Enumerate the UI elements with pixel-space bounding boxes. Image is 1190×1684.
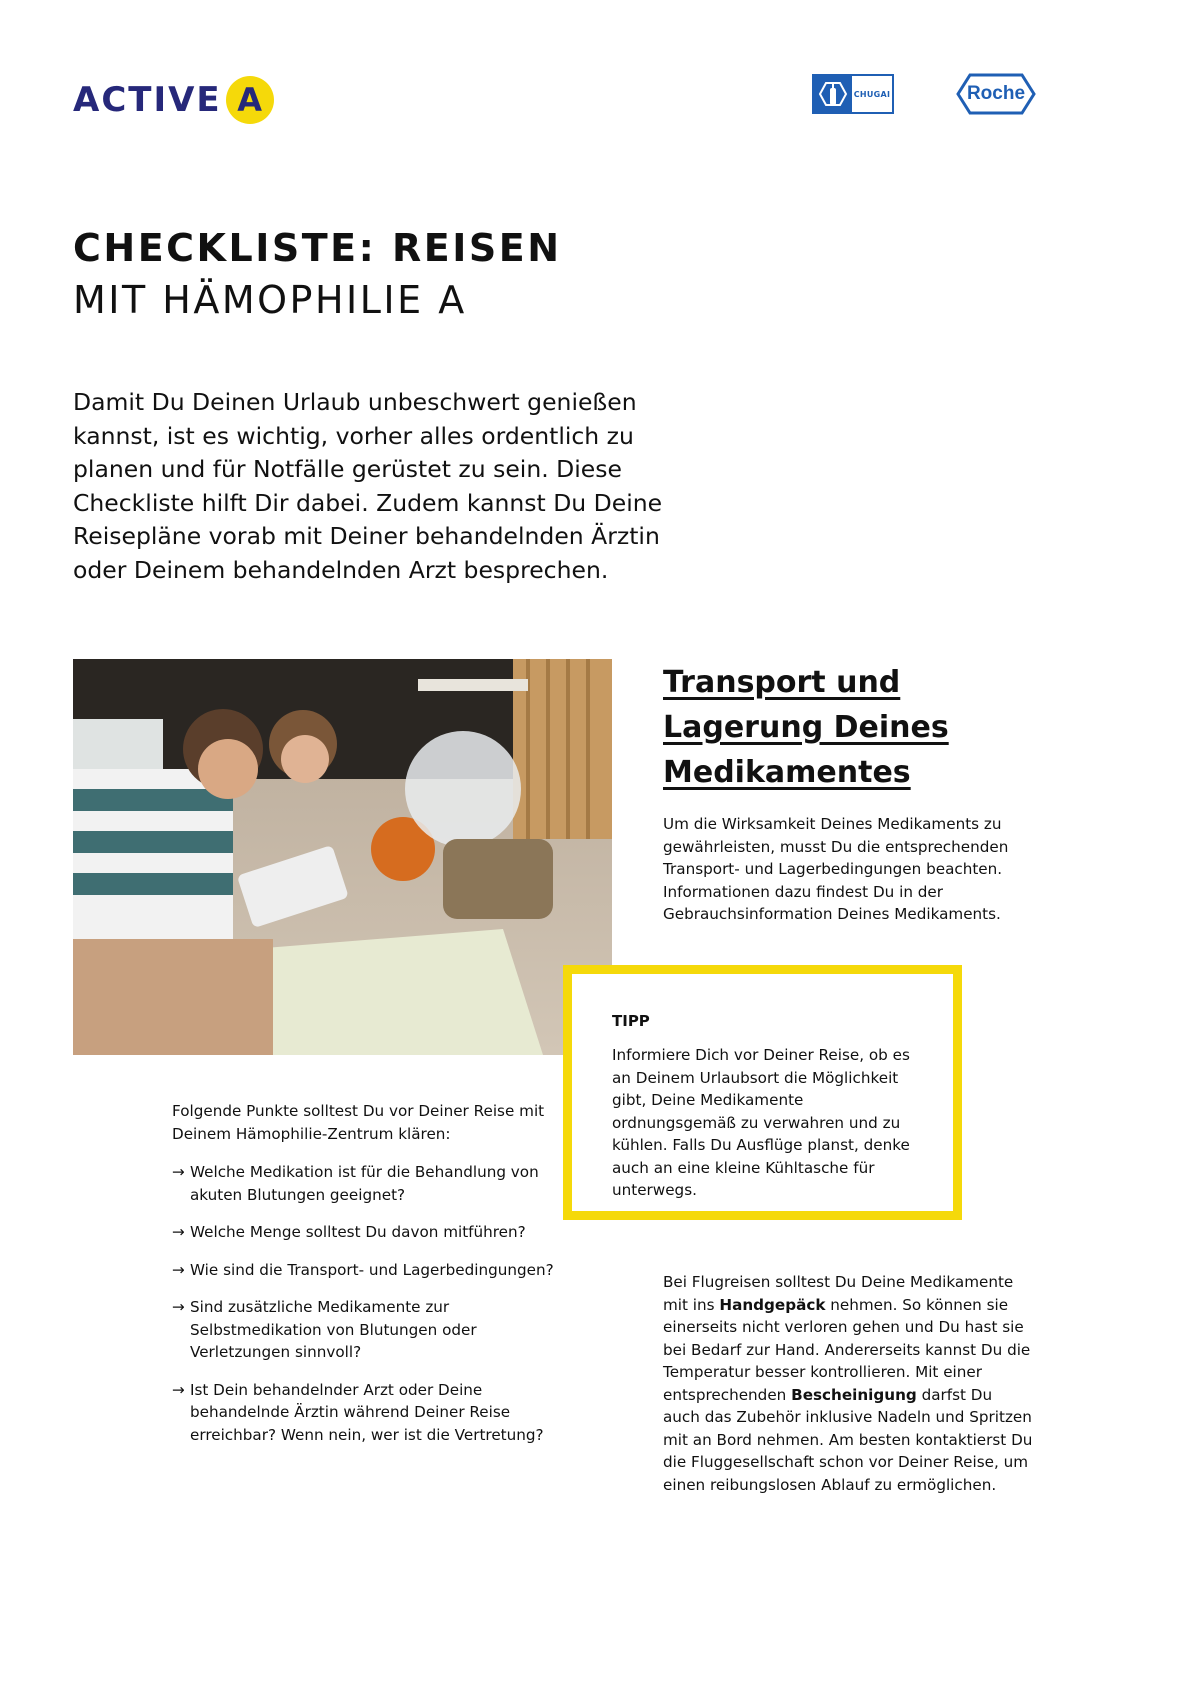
tip-box (563, 965, 962, 1220)
checklist-item-text: Wie sind die Transport- und Lagerbedingungen? (190, 1260, 554, 1279)
checklist-item-text: Welche Medikation ist für die Behandlung von akuten Blutungen geeignet? (190, 1163, 539, 1204)
checklist-item (172, 1259, 562, 1282)
roche-logo (956, 72, 1036, 116)
page-subtitle: MIT HÄMOPHILIE A (73, 278, 467, 322)
checklist-intro: Folgende Punkte solltest Du vor Deiner Reise mit Deinem Hämophilie-Zentrum klären: (172, 1102, 545, 1143)
flight-bold-bescheinigung: Bescheinigung (791, 1385, 917, 1404)
section-body: Um die Wirksamkeit Deines Medikaments zu gewährleisten, musst Du die entsprechenden Transport- und Lagerbedingungen beachten. Informationen dazu findest Du in der Gebrauchsinformation Deines Medikaments. (663, 815, 1009, 923)
travel-couple-photo (73, 659, 612, 1055)
arrow-right-icon: → (172, 1298, 185, 1316)
checklist-item (172, 1296, 562, 1364)
flight-bold-handgepaeck: Handgepäck (719, 1295, 826, 1314)
intro-paragraph: Damit Du Deinen Urlaub unbeschwert genießen kannst, ist es wichtig, vorher alles ordentlich zu planen und für Notfälle gerüstet zu sein. Diese Checkliste hilft Dir dabei. Zudem kannst Du Deine Reisepläne vorab mit Deiner behandelnden Ärztin oder Deinem behandelnden Arzt besprechen. (73, 388, 663, 584)
chugai-logo (812, 74, 894, 114)
flight-text-1: Bei Flugreisen solltest Du Deine Medikamente mit ins (663, 1273, 1014, 1314)
page-title: CHECKLISTE: REISEN (73, 226, 562, 270)
brand-name: ACTIVE (73, 80, 222, 120)
flight-text-2: nehmen. So können sie einerseits nicht verloren gehen und Du hast sie bei Bedarf zur Hand. Andererseits kannst Du die Temperatur besser kontrollieren. Mit einer entsprechenden (663, 1295, 1031, 1404)
arrow-right-icon: → (172, 1380, 185, 1399)
checklist-item-text: Ist Dein behandelnder Arzt oder Deine behandelnde Ärztin während Deiner Reise erreichbar? Wenn nein, wer ist die Vertretung? (190, 1380, 544, 1444)
checklist-item (172, 1379, 562, 1447)
checklist-item-text: Welche Menge solltest Du davon mitführen? (190, 1223, 526, 1241)
flight-text-3: darfst Du auch das Zubehör inklusive Nadeln und Spritzen mit an Bord nehmen. Am besten kontaktierst Du die Fluggesellschaft schon vor Deiner Reise, um einen reibungslosen Ablauf zu ermöglichen. (663, 1385, 1033, 1494)
roche-wordmark: Roche (966, 83, 1026, 104)
tip-label: TIPP (612, 1012, 650, 1030)
arrow-right-icon: → (172, 1223, 185, 1241)
checklist-item-text: Sind zusätzliche Medikamente zur Selbstmedikation von Blutungen oder Verletzungen sinnvoll? (190, 1298, 477, 1361)
checklist-item (172, 1161, 562, 1206)
checklist (172, 1161, 562, 1461)
active-a-logo (73, 76, 274, 124)
section-heading: Transport und Lagerung Deines Medikamentes (663, 665, 949, 790)
checklist-item (172, 1221, 562, 1244)
chugai-wordmark: CHUGAI (853, 89, 891, 99)
brand-badge: A (226, 76, 274, 124)
flight-travel-paragraph (663, 1271, 1033, 1496)
arrow-right-icon: → (172, 1163, 185, 1181)
arrow-right-icon: → (172, 1260, 185, 1279)
chugai-emblem-icon (814, 76, 852, 112)
tip-body: Informiere Dich vor Deiner Reise, ob es an Deinem Urlaubsort die Möglichkeit gibt, Deine Medikamente ordnungsgemäß zu verwahren und zu kühlen. Falls Du Ausflüge planst, denke auch an eine kleine Kühltasche für unterwegs. (612, 1046, 910, 1199)
